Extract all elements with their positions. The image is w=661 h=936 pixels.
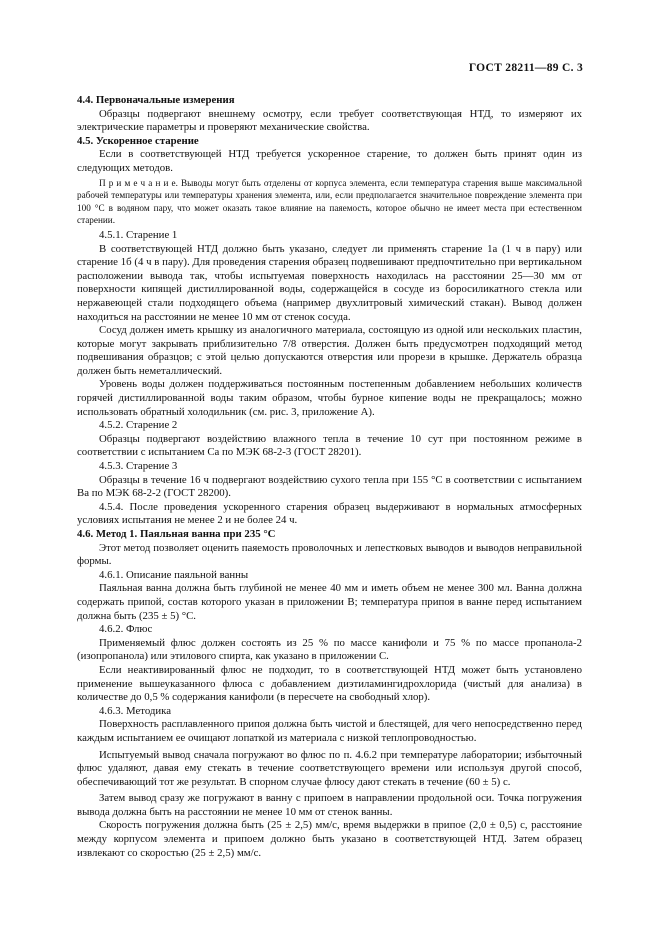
section-heading: 4.5. Ускоренное старение bbox=[77, 134, 199, 147]
paragraph: Образцы подвергают воздействию влажного тепла в течение 10 сут при постоянном режиме в соответствии с испытанием Са по МЭК 68-2-3 (ГОСТ 28201). bbox=[77, 432, 582, 459]
section-heading: 4.6. Метод 1. Паяльная ванна при 235 °С bbox=[77, 528, 276, 540]
paragraph: Этот метод позволяет оценить паяемость проволочных и лепестковых выводов и выводов неправильной формы. bbox=[77, 541, 582, 568]
paragraph: Сосуд должен иметь крышку из аналогичного материала, состоящую из одной или нескольких пластин, которые могут закрывать приблизительно 7/8 отверстия. Должен быть предусмотрен подходящий метод подвешивания образцов; с этой целью допускаются отверстия или прорези в крышке. Держатель образца должен быть неметаллический. bbox=[77, 324, 582, 377]
paragraph: Скорость погружения должна быть (25 ± 2,5) мм/с, время выдержки в припое (2,0 ± 0,5) с, расстояние между корпусом элемента и припоем должно быть указано в соответствующей НТД. Затем образец извлекают со скоростью (25 ± 2,5) мм/с. bbox=[77, 819, 582, 859]
paragraph: В соответствующей НТД должно быть указано, следует ли применять старение 1а (1 ч в пару) или старение 1б (4 ч в пару). Для проведения старения образец подвешивают предпочтительно при вертикальном расположении вывода так, чтобы испытуемая поверхность находилась на расстоянии 25—30 мм от поверхности кипящей дистиллированной воды, содержащейся в сосуде из боросиликатного стекла или нержавеющей стали подходящего объема (например двухлитровый химический стакан). Вывод должен находиться на расстоянии не менее 10 мм от стенок сосуда. bbox=[77, 242, 582, 323]
subsection-heading: 4.6.3. Методика bbox=[99, 704, 172, 717]
paragraph: Уровень воды должен поддерживаться постоянным постепенным добавлением небольших количеств горячей дистиллированной воды таким образом, чтобы бурное кипение воды не прекращалось; можно использовать обратный холодильник (см. рис. 3, приложение А). bbox=[77, 378, 582, 418]
paragraph: 4.5.4. После проведения ускоренного старения образец выдерживают в нормальных атмосферных условиях испытания не менее 2 и не более 24 ч. bbox=[77, 500, 582, 527]
document-body bbox=[77, 94, 582, 860]
note-paragraph: П р и м е ч а н и е. Выводы могут быть отделены от корпуса элемента, если температура старения выше максимальной рабочей температуры или температуры хранения элемента, или, если предполагается значительное повреждение элемента при 100 °С в водяном пару, что может оказать такое влияние на паяемость, которое обычно не имеет места при естественном старении. bbox=[77, 177, 582, 226]
paragraph: Применяемый флюс должен состоять из 25 % по массе канифоли и 75 % по массе пропанола-2 (изопропанола) или этилового спирта, как указано в приложении С. bbox=[77, 636, 582, 663]
subsection-heading: 4.5.1. Старение 1 bbox=[99, 228, 178, 241]
paragraph: Образцы подвергают внешнему осмотру, если требует соответствующая НТД, то измеряют их электрические параметры и проверяют механические свойства. bbox=[77, 107, 582, 134]
subsection-heading: 4.5.3. Старение 3 bbox=[99, 460, 178, 473]
paragraph: Затем вывод сразу же погружают в ванну с припоем в направлении продольной оси. Точка погружения вывода должна быть на расстоянии не менее 10 мм от стенок ванны. bbox=[77, 792, 582, 818]
subsection-heading: 4.6.1. Описание паяльной ванны bbox=[99, 568, 249, 581]
subsection-heading: 4.5.2. Старение 2 bbox=[99, 419, 178, 432]
paragraph: Если в соответствующей НТД требуется ускоренное старение, то должен быть принят один из следующих методов. bbox=[77, 148, 582, 174]
paragraph: Если неактивированный флюс не подходит, то в соответствующей НТД может быть установлено применение вышеуказанного флюса с добавлением диэтиламингидрохлорида (чистый для анализа) в количестве до 0,5 % содержания канифоли (в пересчете на свободный хлор). bbox=[77, 663, 582, 704]
paragraph: Поверхность расплавленного припоя должна быть чистой и блестящей, для чего непосредственно перед каждым испытанием ее очищают лопаткой из материала с низкой теплопроводностью. bbox=[77, 718, 582, 744]
paragraph: Образцы в течение 16 ч подвергают воздействию сухого тепла при 155 °С в соответствии с испытанием Ва по МЭК 68-2-2 (ГОСТ 28200). bbox=[77, 473, 582, 500]
paragraph: Паяльная ванна должна быть глубиной не менее 40 мм и иметь объем не менее 300 мл. Ванна должна содержать припой, состав которого указан в приложении В; температура припоя в ванне перед испытанием должна быть (235 ± 5) °С. bbox=[77, 582, 582, 622]
section-heading: 4.4. Первоначальные измерения bbox=[77, 94, 235, 106]
paragraph: Испытуемый вывод сначала погружают во флюс по п. 4.6.2 при температуре лаборатории; избыточный флюс удаляют, давая ему стекать в течение соответствующего времени или используя другой способ, обеспечивающий тот же результат. В спорном случае флюсу дают стекать в течение (60 ± 5) с. bbox=[77, 748, 582, 788]
page-header: ГОСТ 28211—89 С. 3 bbox=[468, 62, 583, 74]
subsection-heading: 4.6.2. Флюс bbox=[99, 623, 153, 636]
